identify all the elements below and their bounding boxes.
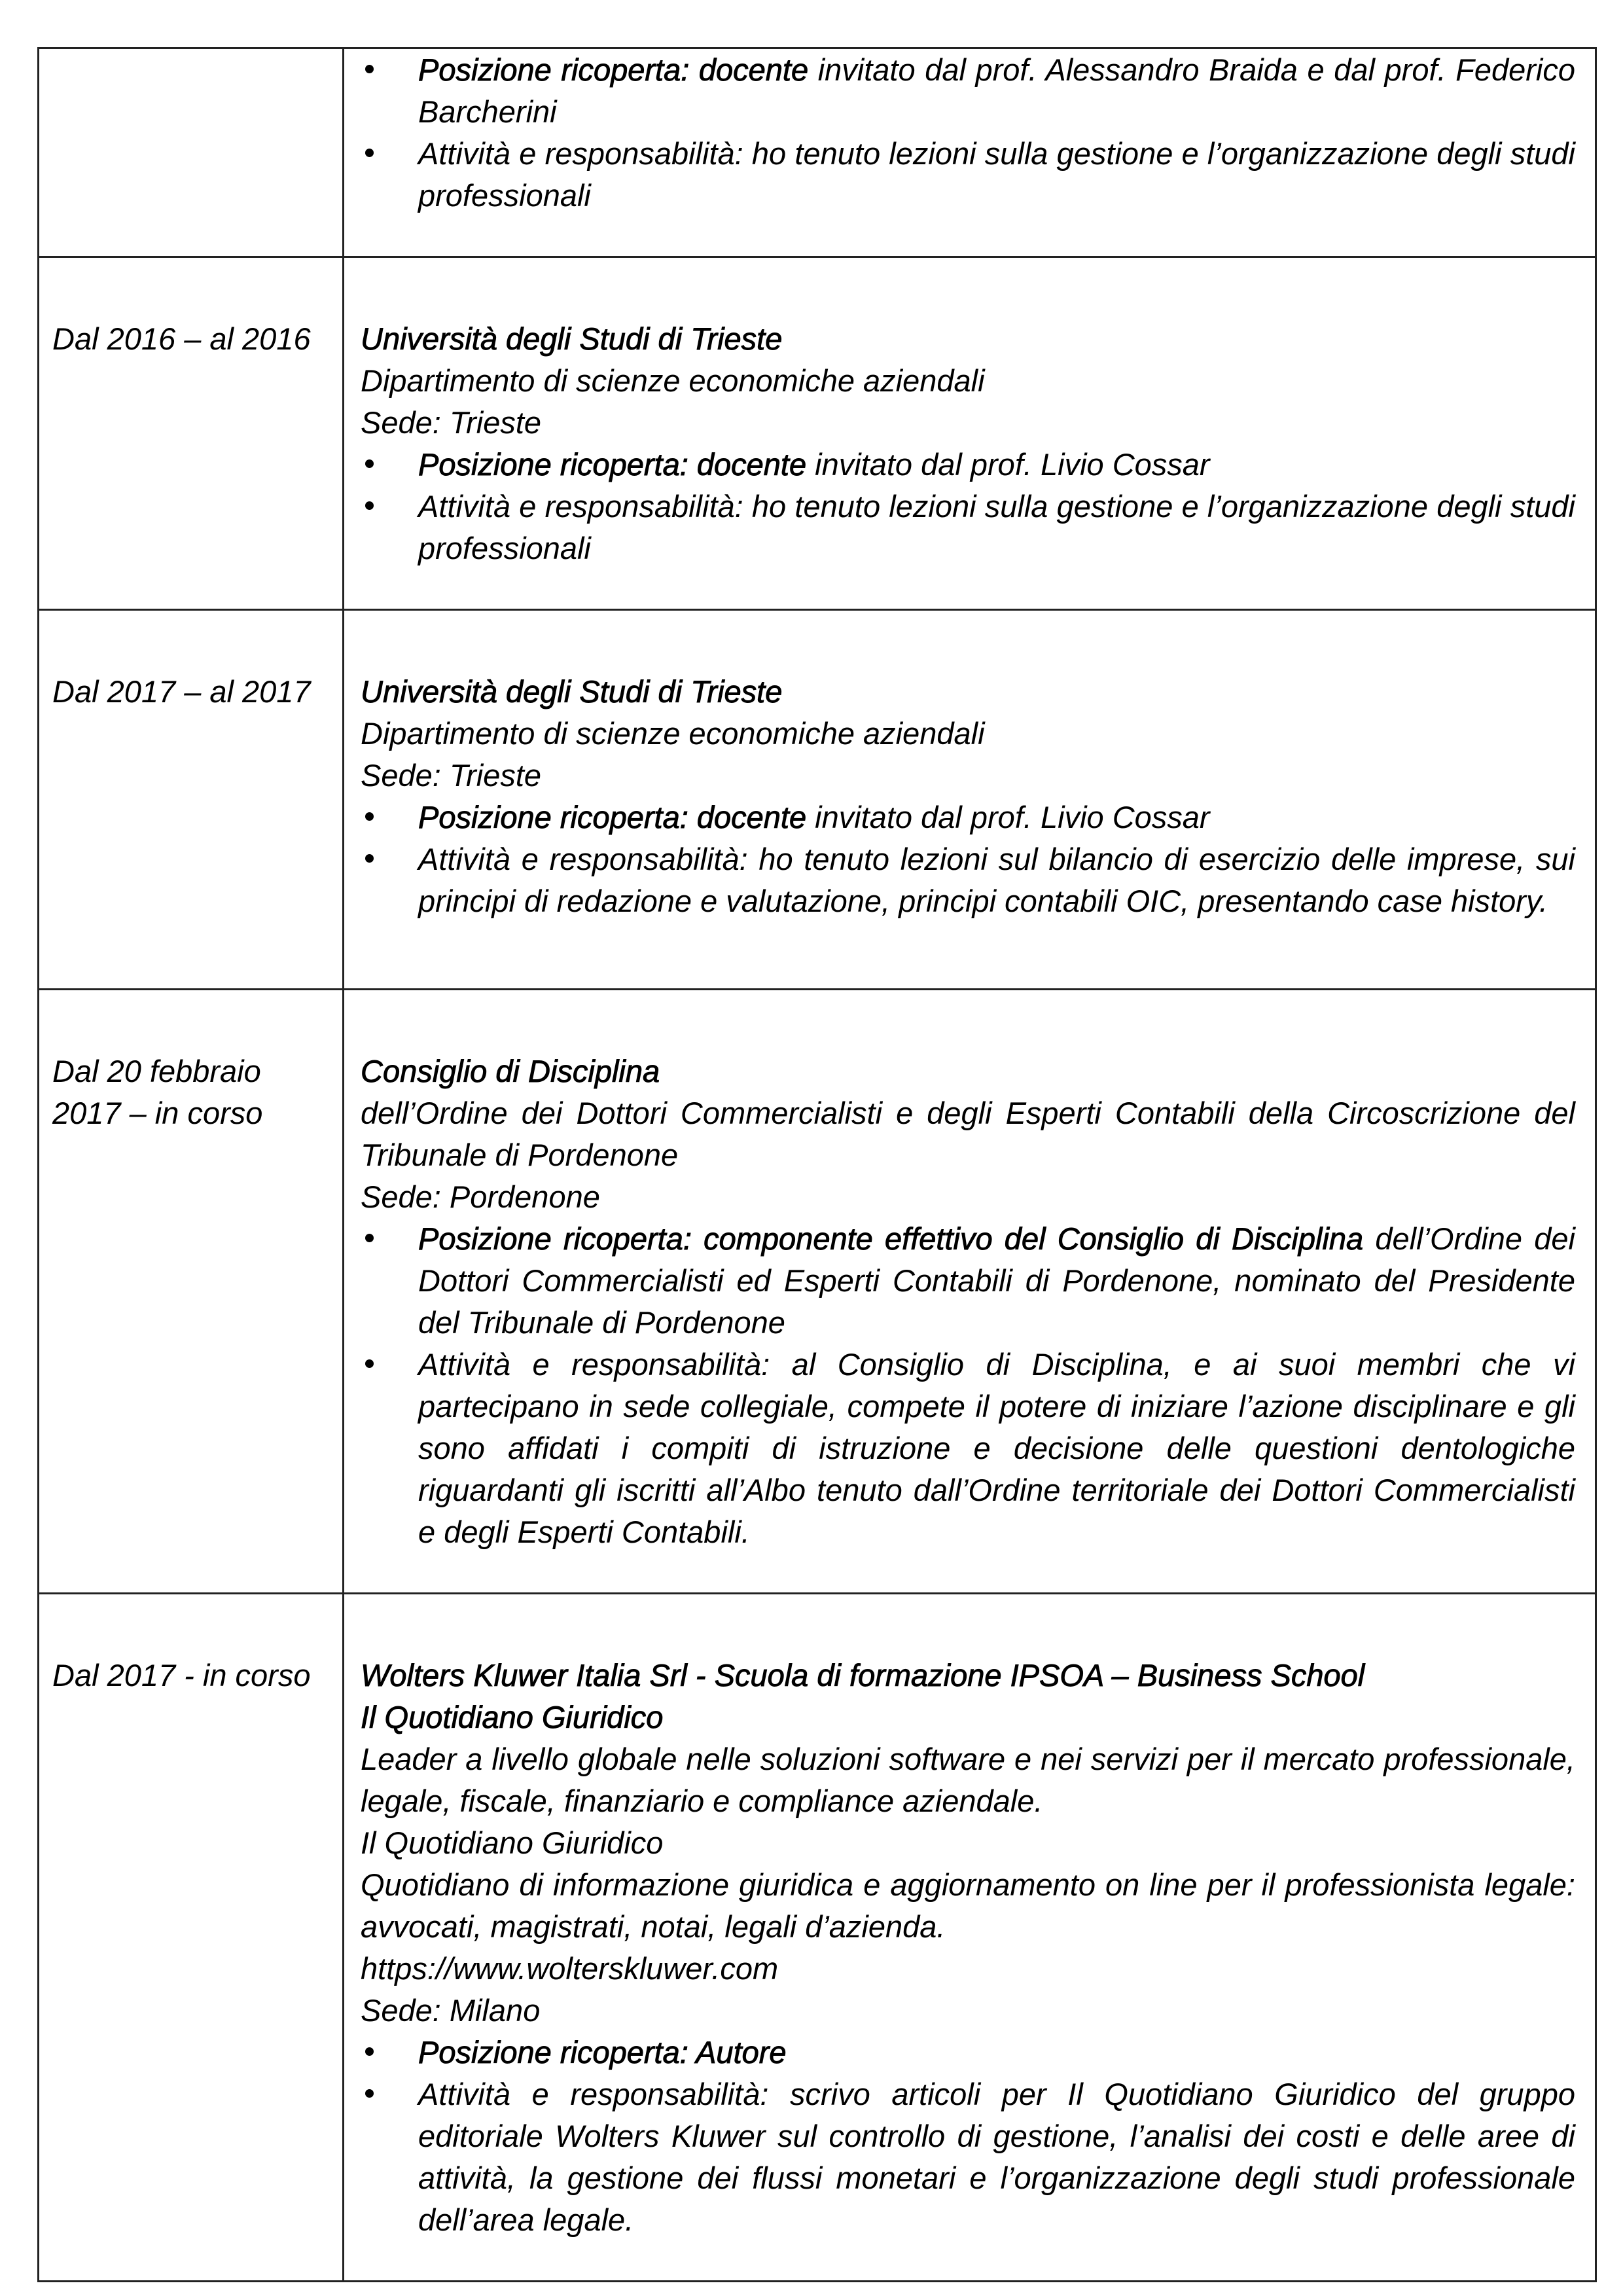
bullet-bold-text: Posizione ricoperta: docente xyxy=(418,52,809,87)
detail-line: Dipartimento di scienze economiche aziendali xyxy=(361,716,985,751)
list-item xyxy=(361,797,1575,838)
table-row xyxy=(39,610,1596,990)
detail-cell xyxy=(344,48,1596,257)
bullet-list xyxy=(361,444,1575,569)
period-cell xyxy=(39,48,344,257)
list-item xyxy=(361,444,1575,486)
bullet-bold-text: Posizione ricoperta: Autore xyxy=(418,2035,787,2070)
period-text: Dal 2016 – al 2016 xyxy=(52,321,311,356)
period-cell xyxy=(39,1594,344,2282)
period-text: Dal 20 febbraio 2017 – in corso xyxy=(52,1054,263,1130)
detail-cell xyxy=(344,610,1596,990)
cv-table-body xyxy=(39,48,1596,2282)
table-row xyxy=(39,48,1596,257)
detail-line: dell’Ordine dei Dottori Commercialisti e degli Esperti Contabili della Circoscrizione del Tribunale di Pordenone xyxy=(361,1096,1575,1172)
period-text: Dal 2017 - in corso xyxy=(52,1658,311,1693)
bullet-list xyxy=(361,1218,1575,1553)
detail-line: https://www.wolterskluwer.com xyxy=(361,1951,779,1986)
organization-heading: Università degli Studi di Trieste xyxy=(361,321,783,356)
list-item xyxy=(361,49,1575,133)
bullet-text: Attività e responsabilità: ho tenuto lezioni sulla gestione e l’organizzazione degli studi professionali xyxy=(418,136,1575,213)
list-item xyxy=(361,486,1575,569)
organization-heading: Wolters Kluwer Italia Srl - Scuola di formazione IPSOA – Business School Il Quotidiano Giuridico xyxy=(361,1658,1365,1734)
bullet-text: Attività e responsabilità: ho tenuto lezioni sulla gestione e l’organizzazione degli studi professionali xyxy=(418,489,1575,565)
bullet-bold-text: Posizione ricoperta: componente effettivo del Consiglio di Disciplina xyxy=(418,1221,1364,1256)
detail-cell xyxy=(344,1594,1596,2282)
detail-line: Sede: Pordenone xyxy=(361,1179,600,1214)
period-cell xyxy=(39,990,344,1594)
detail-line: Il Quotidiano Giuridico xyxy=(361,1825,664,1860)
organization-heading: Università degli Studi di Trieste xyxy=(361,674,783,709)
bullet-list xyxy=(361,2032,1575,2241)
detail-line: Quotidiano di informazione giuridica e aggiornamento on line per il professionista legale: avvocati, magistrati, notai, legali d’azienda. xyxy=(361,1867,1575,1944)
bullet-text: invitato dal prof. Livio Cossar xyxy=(806,800,1210,834)
table-row xyxy=(39,257,1596,610)
detail-line: Sede: Trieste xyxy=(361,405,542,440)
organization-heading: Consiglio di Disciplina xyxy=(361,1054,660,1088)
bullet-list xyxy=(361,49,1575,217)
bullet-list xyxy=(361,797,1575,922)
period-text: Dal 2017 – al 2017 xyxy=(52,674,311,709)
bullet-bold-text: Posizione ricoperta: docente xyxy=(418,447,807,482)
detail-cell xyxy=(344,257,1596,610)
detail-line: Dipartimento di scienze economiche aziendali xyxy=(361,363,985,398)
table-row xyxy=(39,990,1596,1594)
bullet-text: invitato dal prof. Alessandro Braida e dal prof. Federico Barcherini xyxy=(418,52,1576,129)
detail-cell xyxy=(344,990,1596,1594)
period-cell xyxy=(39,257,344,610)
detail-line: Sede: Milano xyxy=(361,1993,541,2028)
bullet-text: invitato dal prof. Livio Cossar xyxy=(806,447,1210,482)
bullet-text: dell’Ordine dei Dottori Commercialisti ed Esperti Contabili di Pordenone, nominato del Presidente del Tribunale di Pordenone xyxy=(418,1221,1575,1340)
list-item xyxy=(361,133,1575,217)
list-item xyxy=(361,2073,1575,2241)
detail-line: Sede: Trieste xyxy=(361,758,542,793)
bullet-bold-text: Posizione ricoperta: docente xyxy=(418,800,807,834)
bullet-text: Attività e responsabilità: al Consiglio di Disciplina, e ai suoi membri che vi partecipano in sede collegiale, compete il potere di iniziare l’azione disciplinare e gli sono affidati i compiti di istruzione e decisione delle questioni dentologiche riguardanti gli iscritti all’Albo tenuto dall’Ordine territoriale dei Dottori Commercialisti e degli Esperti Contabili. xyxy=(418,1347,1575,1549)
list-item xyxy=(361,1218,1575,1344)
list-item xyxy=(361,1344,1575,1553)
bullet-text: Attività e responsabilità: ho tenuto lezioni sul bilancio di esercizio delle imprese, sui principi di redazione e valutazione, principi contabili OIC, presentando case history. xyxy=(418,842,1575,918)
bullet-text: Attività e responsabilità: scrivo articoli per Il Quotidiano Giuridico del gruppo editoriale Wolters Kluwer sul controllo di gestione, l’analisi dei costi e delle aree di attività, la gestione dei flussi monetari e l’organizzazione degli studi professionale dell’area legale. xyxy=(418,2077,1575,2237)
table-row xyxy=(39,1594,1596,2282)
period-cell xyxy=(39,610,344,990)
detail-line: Leader a livello globale nelle soluzioni software e nei servizi per il mercato professionale, legale, fiscale, finanziario e compliance aziendale. xyxy=(361,1742,1575,1818)
cv-experience-table xyxy=(37,47,1597,2282)
list-item xyxy=(361,2032,1575,2073)
list-item xyxy=(361,838,1575,922)
